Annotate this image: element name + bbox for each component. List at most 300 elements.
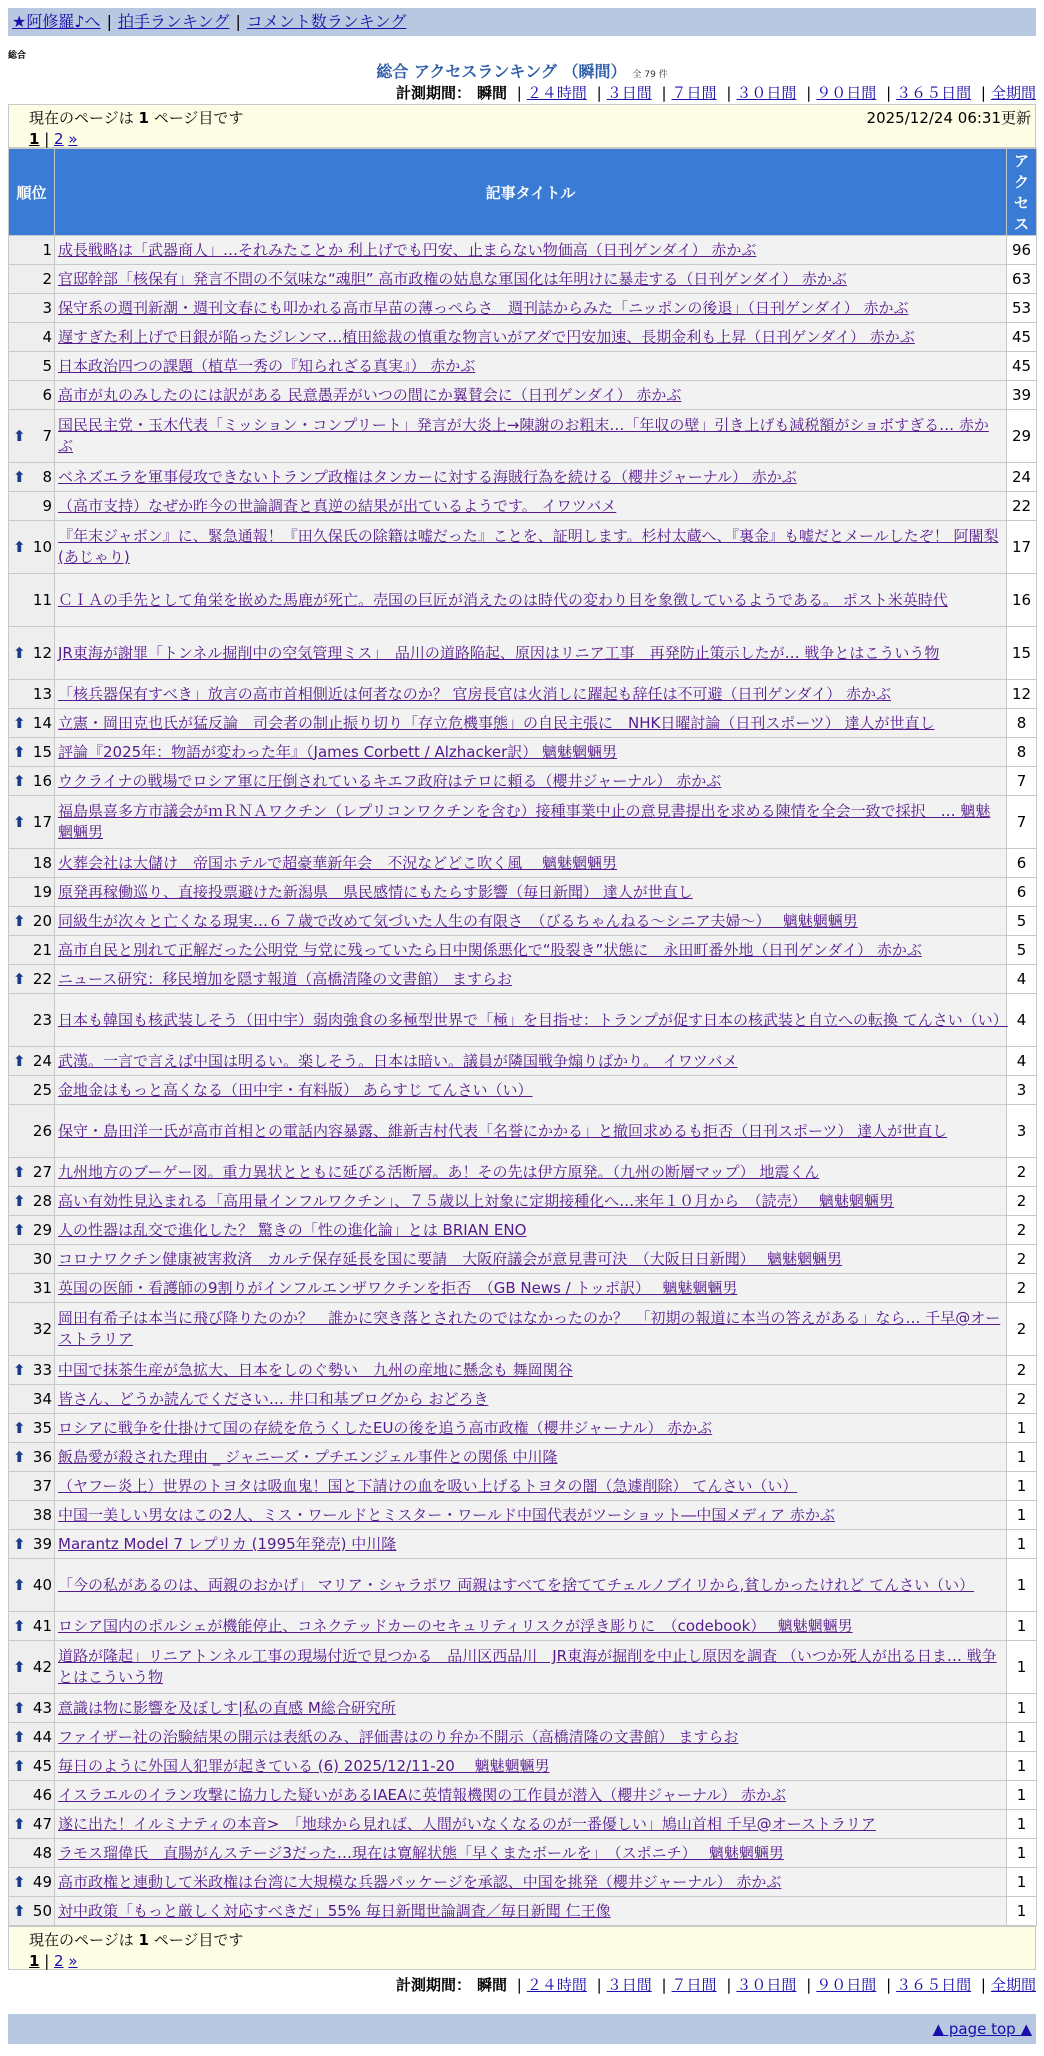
article-link[interactable]: 火葬会社は大儲け 帝国ホテルで超豪華新年会 不況などどこ吹く風 魑魅魍魎男 <box>58 853 618 872</box>
title-cell <box>55 878 1007 907</box>
rank-cell <box>9 492 55 521</box>
article-link[interactable]: 「核兵器保有すべき」放言の高市首相側近は何者なのか？ 官房長官は火消しに躍起も辞任は不可避（日刊ゲンダイ） 赤かぶ <box>58 684 892 703</box>
title-cell <box>55 1414 1007 1443</box>
title-cell <box>55 381 1007 410</box>
rank-cell <box>9 574 55 627</box>
access-count: 5 <box>1007 936 1037 965</box>
table-row <box>9 627 1037 680</box>
article-link[interactable]: 人の性器は乱交で進化した？ 驚きの「性の進化論」とは BRIAN ENO <box>58 1220 527 1239</box>
table-row <box>9 1414 1037 1443</box>
access-count: 1 <box>1007 1559 1037 1612</box>
updated-timestamp: 2025/12/24 06:31更新 <box>866 109 1031 127</box>
title-cell <box>55 236 1007 265</box>
table-row <box>9 574 1037 627</box>
rank-up-arrow-icon: ⬆ <box>13 644 26 662</box>
access-count: 1 <box>1007 1612 1037 1641</box>
access-count: 45 <box>1007 352 1037 381</box>
table-row <box>9 1839 1037 1868</box>
title-cell <box>55 738 1007 767</box>
rank-up-arrow-icon: ⬆ <box>13 427 26 445</box>
rank-cell <box>9 352 55 381</box>
article-link[interactable]: ラモス瑠偉氏 直腸がんステージ3だった…現在は寛解状態「早くまたボールを」 （スポニチ） 魑魅魍魎男 <box>58 1843 784 1862</box>
table-row <box>9 1501 1037 1530</box>
article-link[interactable]: （ヤフー炎上）世界のトヨタは吸血鬼！国と下請けの血を吸い上げるトヨタの闇（急遽削除） てんさい（い） <box>58 1476 798 1495</box>
access-count: 1 <box>1007 1694 1037 1723</box>
rank-cell <box>9 1414 55 1443</box>
rank-cell <box>9 323 55 352</box>
rank-up-arrow-icon: ⬆ <box>13 813 26 831</box>
access-count: 1 <box>1007 1472 1037 1501</box>
header-title: 記事タイトル <box>55 149 1007 236</box>
table-row <box>9 1047 1037 1076</box>
rank-cell <box>9 878 55 907</box>
access-count: 1 <box>1007 1641 1037 1694</box>
title-cell <box>55 463 1007 492</box>
access-count: 1 <box>1007 1414 1037 1443</box>
table-row <box>9 965 1037 994</box>
rank-cell <box>9 1245 55 1274</box>
rank-cell <box>9 265 55 294</box>
article-link[interactable]: 毎日のように外国人犯罪が起きている (6) 2025/12/11-20 魑魅魍魎男 <box>58 1756 550 1775</box>
rank-cell <box>9 1868 55 1897</box>
access-count: 96 <box>1007 236 1037 265</box>
access-count: 2 <box>1007 1356 1037 1385</box>
article-link[interactable]: 意識は物に影響を及ぼしす|私の直感 M総合研究所 <box>58 1698 396 1717</box>
article-link[interactable]: コロナワクチン健康被害救済 カルテ保存延長を国に要請 大阪府議会が意見書可決 （大阪日日新聞） 魑魅魍魎男 <box>58 1249 843 1268</box>
pager-next-arrow[interactable]: » <box>68 1952 78 1970</box>
period-selector-bottom: 計測期間： 瞬間 | ２４時間 | ３日間 | ７日間 | ３０日間 | ９０日間 | ３６５日間 | 全期間 <box>395 1976 1036 1994</box>
top-nav <box>8 8 1036 36</box>
access-count: 17 <box>1007 521 1037 574</box>
title-cell <box>55 1530 1007 1559</box>
access-count: 24 <box>1007 463 1037 492</box>
article-link[interactable]: 武漢。一言で言えば中国は明るい。楽しそう。日本は暗い。議員が隣国戦争煽りばかり。 イワツバメ <box>58 1051 738 1070</box>
rank-number: 9 <box>42 497 52 515</box>
title-cell <box>55 1472 1007 1501</box>
rank-up-arrow-icon: ⬆ <box>13 714 26 732</box>
period-link-90d[interactable]: ９０日間 <box>816 1976 877 1994</box>
rank-number: 10 <box>32 538 52 556</box>
rank-up-arrow-icon: ⬆ <box>13 1448 26 1466</box>
rank-number: 24 <box>32 1052 52 1070</box>
article-link[interactable]: 九州地方のブーゲー図。重力異状とともに延びる活断層。あ！その先は伊方原発。（九州の断層マップ） 地震くん <box>58 1162 820 1181</box>
rank-up-arrow-icon: ⬆ <box>13 1192 26 1210</box>
rank-number: 16 <box>32 772 52 790</box>
title-cell <box>55 1612 1007 1641</box>
article-link[interactable]: 対中政策「もっと厳しく対応すべきだ」55% 毎日新聞世論調査／毎日新聞 仁王像 <box>58 1901 611 1920</box>
rank-cell <box>9 1694 55 1723</box>
access-count: 1 <box>1007 1530 1037 1559</box>
rank-cell <box>9 1105 55 1158</box>
article-link[interactable]: Marantz Model 7 レプリカ (1995年発売) 中川隆 <box>58 1534 397 1553</box>
table-row <box>9 236 1037 265</box>
article-link[interactable]: 日本政治四つの課題（植草一秀の『知られざる真実』） 赤かぶ <box>58 356 476 375</box>
access-count: 4 <box>1007 994 1037 1047</box>
table-row <box>9 1356 1037 1385</box>
rank-up-arrow-icon: ⬆ <box>13 1535 26 1553</box>
table-row <box>9 463 1037 492</box>
table-row <box>9 410 1037 463</box>
article-link[interactable]: ウクライナの戦場でロシア軍に圧倒されているキエフ政府はテロに頼る（櫻井ジャーナル） 赤かぶ <box>58 771 722 790</box>
rank-cell <box>9 936 55 965</box>
title-cell <box>55 352 1007 381</box>
rank-up-arrow-icon: ⬆ <box>13 1163 26 1181</box>
access-count: 1 <box>1007 1443 1037 1472</box>
article-link[interactable]: （高市支持）なぜか昨今の世論調査と真逆の結果が出ているようです。 イワツバメ <box>58 496 617 515</box>
article-link[interactable]: 高市自民と別れて正解だった公明党 与党に残っていたら日中関係悪化で“股裂き”状態に 永田町番外地（日刊ゲンダイ） 赤かぶ <box>58 940 922 959</box>
period-selector: 計測期間： 瞬間 | ２４時間 | ３日間 | ７日間 | ３０日間 | ９０日間 | ３６５日間 | 全期間 <box>395 84 1036 102</box>
total-count: 全 79 件 <box>632 70 668 80</box>
pager: 1 | 2 » <box>29 130 78 148</box>
access-count: 2 <box>1007 1245 1037 1274</box>
rank-number: 46 <box>32 1786 52 1804</box>
access-count: 6 <box>1007 878 1037 907</box>
rank-up-arrow-icon: ⬆ <box>13 772 26 790</box>
article-link[interactable]: ファイザー社の治験結果の開示は表紙のみ、評価書はのり弁か不開示（高橋清隆の文書館） ますらお <box>58 1727 739 1746</box>
rank-cell <box>9 627 55 680</box>
article-link[interactable]: 福島県喜多方市議会がｍＲＮＡワクチン（レプリコンワクチンを含む）接種事業中止の意見書提出を求める陳情を全会一致で採択 … 魑魅魍魎男 <box>58 802 991 841</box>
access-count: 29 <box>1007 410 1037 463</box>
title-cell <box>55 1158 1007 1187</box>
period-link-7d[interactable]: ７日間 <box>671 84 717 102</box>
rank-up-arrow-icon: ⬆ <box>13 1658 26 1676</box>
rank-cell <box>9 1385 55 1414</box>
rank-number: 35 <box>32 1419 52 1437</box>
rank-number: 48 <box>32 1844 52 1862</box>
period-link-30d[interactable]: ３０日間 <box>736 84 797 102</box>
article-link[interactable]: ロシア国内のポルシェが機能停止、コネクテッドカーのセキュリティリスクが浮き彫りに （codebook） 魑魅魍魎男 <box>58 1616 853 1635</box>
rank-cell <box>9 1076 55 1105</box>
rank-number: 19 <box>32 883 52 901</box>
table-row <box>9 1897 1037 1926</box>
access-count: 45 <box>1007 323 1037 352</box>
access-count: 7 <box>1007 796 1037 849</box>
rank-number: 32 <box>32 1320 52 1338</box>
access-count: 2 <box>1007 1158 1037 1187</box>
period-link-7d[interactable]: ７日間 <box>671 1976 717 1994</box>
title-cell <box>55 1105 1007 1158</box>
access-count: 22 <box>1007 492 1037 521</box>
article-link[interactable]: イスラエルのイラン攻撃に協力した疑いがあるIAEAに英情報機関の工作員が潜入（櫻井ジャーナル） 赤かぶ <box>58 1785 786 1804</box>
article-link[interactable]: 立憲・岡田克也氏が猛反論 司会者の制止振り切り「存立危機事態」の自民主張に NHK日曜討論（日刊スポーツ） 達人が世直し <box>58 713 935 732</box>
table-row <box>9 521 1037 574</box>
rank-up-arrow-icon: ⬆ <box>13 1617 26 1635</box>
table-row <box>9 738 1037 767</box>
table-row <box>9 1530 1037 1559</box>
article-link[interactable]: 国民民主党・玉木代表「ミッション・コンプリート」発言が大炎上→陳謝のお粗末…「年収の壁」引き上げも減税額がショボすぎる… 赤かぶ <box>58 416 989 455</box>
article-link[interactable]: 英国の医師・看護師の9割りがインフルエンザワクチンを拒否 （GB News / トッポ訳） 魑魅魍魎男 <box>58 1278 738 1297</box>
rank-number: 30 <box>32 1250 52 1268</box>
rank-cell <box>9 1897 55 1926</box>
access-count: 1 <box>1007 1723 1037 1752</box>
rank-up-arrow-icon: ⬆ <box>13 538 26 556</box>
article-link[interactable]: 同級生が次々と亡くなる現実…６７歳で改めて気づいた人生の有限さ （びるちゃんねる〜シニア夫婦〜） 魑魅魍魎男 <box>58 911 858 930</box>
title-cell <box>55 796 1007 849</box>
article-link[interactable]: 日本も韓国も核武装しそう（田中宇）弱肉強食の多極型世界で「極」を目指せ：トランプが促す日本の核武装と自立への転換 てんさい（い） <box>58 1010 1008 1029</box>
period-link-all[interactable]: 全期間 <box>990 84 1036 102</box>
rank-cell <box>9 738 55 767</box>
article-link[interactable]: JR東海が謝罪「トンネル掘削中の空気管理ミス」 品川の道路陥起、原因はリニア工事 再発防止策示したが… 戦争とはこういう物 <box>58 643 940 662</box>
access-count: 2 <box>1007 1216 1037 1245</box>
comment-ranking-link[interactable]: コメント数ランキング <box>246 12 407 31</box>
rank-cell <box>9 294 55 323</box>
article-link[interactable]: 高い有効性見込まれる「高用量インフルワクチン」、７５歳以上対象に定期接種化へ…来年１０月から （読売） 魑魅魍魎男 <box>58 1191 894 1210</box>
ranking-table <box>8 148 1037 1926</box>
period-link-3d[interactable]: ３日間 <box>606 84 652 102</box>
rank-number: 50 <box>32 1902 52 1920</box>
article-link[interactable]: 皆さん、どうか読んでください… 井口和基ブログから おどろき <box>58 1389 489 1408</box>
article-link[interactable]: ロシアに戦争を仕掛けて国の存続を危うくしたEUの後を追う高市政権（櫻井ジャーナル） 赤かぶ <box>58 1418 713 1437</box>
page-title <box>8 62 1036 82</box>
rank-up-arrow-icon: ⬆ <box>13 1757 26 1775</box>
period-link-3d[interactable]: ３日間 <box>606 1976 652 1994</box>
access-count: 4 <box>1007 1047 1037 1076</box>
rank-number: 11 <box>32 591 52 609</box>
table-row <box>9 1303 1037 1356</box>
article-link[interactable]: 保守・島田洋一氏が高市首相との電話内容暴露、維新吉村代表「名誉にかかる」と撤回求めるも拒否（日刊スポーツ） 達人が世直し <box>58 1121 948 1140</box>
applause-ranking-link[interactable]: 拍手ランキング <box>117 12 230 31</box>
rank-number: 45 <box>32 1757 52 1775</box>
article-link[interactable]: 原発再稼働巡り、直接投票避けた新潟県 県民感情にもたらす影響（毎日新聞） 達人が世直し <box>58 882 693 901</box>
rank-number: 40 <box>32 1576 52 1594</box>
rank-up-arrow-icon: ⬆ <box>13 970 26 988</box>
article-link[interactable]: ＣＩＡの手先として角栄を嵌めた馬鹿が死亡。売国の巨匠が消えたのは時代の変わり目を象徴しているようである。 ポスト米英時代 <box>58 590 948 609</box>
access-count: 1 <box>1007 1501 1037 1530</box>
article-link[interactable]: 保守系の週刊新潮・週刊文春にも叩かれる高市早苗の薄っぺらさ 週刊誌からみた「ニッポンの後退」（日刊ゲンダイ） 赤かぶ <box>58 298 909 317</box>
period-link-365d[interactable]: ３６５日間 <box>896 84 972 102</box>
rank-cell <box>9 907 55 936</box>
rank-up-arrow-icon: ⬆ <box>13 1873 26 1891</box>
access-count: 2 <box>1007 1385 1037 1414</box>
article-link[interactable]: 『年末ジャボン』に、緊急通報！『田久保氏の除籍は嘘だった』ことを、証明します。杉村太蔵へ、『裏金』も嘘だとメールしたぞ！ 阿闍梨(あじゃり) <box>58 527 999 566</box>
title-cell <box>55 1501 1007 1530</box>
period-link-24h[interactable]: ２４時間 <box>526 1976 587 1994</box>
rank-cell <box>9 796 55 849</box>
table-row <box>9 796 1037 849</box>
pager-next-arrow[interactable]: » <box>68 130 78 148</box>
rank-cell <box>9 1187 55 1216</box>
rank-up-arrow-icon: ⬆ <box>13 1052 26 1070</box>
rank-up-arrow-icon: ⬆ <box>13 1728 26 1746</box>
title-cell <box>55 965 1007 994</box>
period-link-24h[interactable]: ２４時間 <box>526 84 587 102</box>
table-row <box>9 1245 1037 1274</box>
article-link[interactable]: 成長戦略は「武器商人」…それみたことか 利上げでも円安、止まらない物価高（日刊ゲンダイ） 赤かぶ <box>58 240 757 259</box>
footer-bar <box>8 2014 1036 2044</box>
access-count: 2 <box>1007 1274 1037 1303</box>
rank-up-arrow-icon: ⬆ <box>13 1221 26 1239</box>
rank-up-arrow-icon: ⬆ <box>13 912 26 930</box>
rank-number: 22 <box>32 970 52 988</box>
access-count: 15 <box>1007 627 1037 680</box>
title-cell <box>55 1216 1007 1245</box>
rank-cell <box>9 767 55 796</box>
page-top-link[interactable]: ▲ page top ▲ <box>932 2020 1032 2038</box>
article-link[interactable]: 道路が隆起」リニアトンネル工事の現場付近で見つかる 品川区西品川 JR東海が掘削を中止し原因を調査 （いつか死人が出る日ま… 戦争とはこういう物 <box>58 1647 997 1686</box>
rank-number: 42 <box>32 1658 52 1676</box>
rank-number: 44 <box>32 1728 52 1746</box>
article-link[interactable]: 高市が丸のみしたのには訳がある 民意愚弄がいつの間にか翼賛会に（日刊ゲンダイ） 赤かぶ <box>58 385 682 404</box>
title-cell <box>55 1752 1007 1781</box>
access-count: 1 <box>1007 1868 1037 1897</box>
page-info-top <box>8 104 1036 148</box>
rank-cell <box>9 849 55 878</box>
period-link-30d[interactable]: ３０日間 <box>736 1976 797 1994</box>
title-cell <box>55 1868 1007 1897</box>
period-current: 瞬間 <box>476 84 507 102</box>
access-count: 53 <box>1007 294 1037 323</box>
pager-current: 1 <box>29 1952 40 1970</box>
pager: 1 | 2 » <box>29 1952 78 1970</box>
rank-number: 28 <box>32 1192 52 1210</box>
pager-page-2[interactable]: 2 <box>54 130 64 148</box>
table-row <box>9 1385 1037 1414</box>
article-link[interactable]: 遅すぎた利上げで日銀が陥ったジレンマ…植田総裁の慎重な物言いがアダで円安加速、長期金利も上昇（日刊ゲンダイ） 赤かぶ <box>58 327 915 346</box>
table-row <box>9 323 1037 352</box>
table-row <box>9 1868 1037 1897</box>
rank-number: 36 <box>32 1448 52 1466</box>
title-cell <box>55 1641 1007 1694</box>
access-count: 7 <box>1007 767 1037 796</box>
table-row <box>9 1559 1037 1612</box>
rank-cell <box>9 236 55 265</box>
table-row <box>9 294 1037 323</box>
rank-number: 14 <box>32 714 52 732</box>
title-cell <box>55 1076 1007 1105</box>
rank-number: 39 <box>32 1535 52 1553</box>
rank-cell <box>9 1810 55 1839</box>
title-cell <box>55 521 1007 574</box>
rank-up-arrow-icon: ⬆ <box>13 1361 26 1379</box>
rank-cell <box>9 1501 55 1530</box>
rank-number: 5 <box>42 357 52 375</box>
rank-cell <box>9 1641 55 1694</box>
article-link[interactable]: 中国で抹茶生産が急拡大、日本をしのぐ勢い 九州の産地に懸念も 舞岡関谷 <box>58 1360 573 1379</box>
period-link-365d[interactable]: ３６５日間 <box>896 1976 972 1994</box>
rank-up-arrow-icon: ⬆ <box>13 468 26 486</box>
pager-page-2[interactable]: 2 <box>54 1952 64 1970</box>
rank-number: 2 <box>42 270 52 288</box>
table-row <box>9 709 1037 738</box>
access-count: 3 <box>1007 1105 1037 1158</box>
rank-up-arrow-icon: ⬆ <box>13 1576 26 1594</box>
table-row <box>9 1274 1037 1303</box>
table-row <box>9 1158 1037 1187</box>
article-link[interactable]: 岡田有希子は本当に飛び降りたのか？ 誰かに突き落とされたのではなかったのか？ 「初期の報道に本当の答えがある」なら… 千早@オーストラリア <box>58 1309 1001 1348</box>
table-row <box>9 352 1037 381</box>
rank-number: 13 <box>32 685 52 703</box>
period-link-all[interactable]: 全期間 <box>990 1976 1036 1994</box>
rank-number: 49 <box>32 1873 52 1891</box>
rank-cell <box>9 1356 55 1385</box>
article-link[interactable]: 飯島愛が殺された理由 _ ジャニーズ・プチエンジェル事件との関係 中川隆 <box>58 1447 558 1466</box>
title-cell <box>55 1559 1007 1612</box>
home-link[interactable]: ★阿修羅♪へ <box>12 12 101 31</box>
table-row <box>9 1216 1037 1245</box>
rank-cell <box>9 965 55 994</box>
header-access: アクセス <box>1007 149 1037 236</box>
table-row <box>9 1612 1037 1641</box>
article-link[interactable]: 「今の私があるのは、両親のおかげ」 マリア・シャラポワ 両親はすべてを捨ててチェルノブイリから,貧しかったけれど てんさい（い） <box>58 1575 975 1594</box>
table-row <box>9 492 1037 521</box>
rank-cell <box>9 410 55 463</box>
title-cell <box>55 1839 1007 1868</box>
access-count: 4 <box>1007 965 1037 994</box>
rank-cell <box>9 1158 55 1187</box>
title-cell <box>55 1723 1007 1752</box>
rank-cell <box>9 1472 55 1501</box>
rank-number: 33 <box>32 1361 52 1379</box>
rank-number: 43 <box>32 1699 52 1717</box>
access-count: 8 <box>1007 738 1037 767</box>
table-row <box>9 907 1037 936</box>
article-link[interactable]: ベネズエラを軍事侵攻できないトランプ政権はタンカーに対する海賊行為を続ける（櫻井ジャーナル） 赤かぶ <box>58 467 797 486</box>
table-row <box>9 878 1037 907</box>
article-link[interactable]: 官邸幹部「核保有」発言不問の不気味な“魂胆” 高市政権の姑息な軍国化は年明けに暴走する（日刊ゲンダイ） 赤かぶ <box>58 269 847 288</box>
access-count: 2 <box>1007 1187 1037 1216</box>
rank-number: 17 <box>32 813 52 831</box>
page-info-bottom <box>8 1926 1036 1970</box>
access-count: 1 <box>1007 1810 1037 1839</box>
title-cell <box>55 994 1007 1047</box>
period-link-90d[interactable]: ９０日間 <box>816 84 877 102</box>
rank-cell <box>9 1274 55 1303</box>
current-page-text: 現在のページは 1 ページ目です <box>29 1931 244 1949</box>
rank-up-arrow-icon: ⬆ <box>13 743 26 761</box>
article-link[interactable]: 遂に出た！イルミナティの本音> 「地球から見れば、人間がいなくなるのが一番優しい」鳩山首相 千早@オーストラリア <box>58 1814 876 1833</box>
rank-cell <box>9 1530 55 1559</box>
rank-number: 26 <box>32 1122 52 1140</box>
title-cell <box>55 680 1007 709</box>
table-row <box>9 1694 1037 1723</box>
article-link[interactable]: 高市政権と連動して米政権は台湾に大規模な兵器パッケージを承認、中国を挑発（櫻井ジャーナル） 赤かぶ <box>58 1872 782 1891</box>
article-link[interactable]: 金地金はもっと高くなる（田中宇・有料版） あらすじ てんさい（い） <box>58 1080 533 1099</box>
rank-up-arrow-icon: ⬆ <box>13 1815 26 1833</box>
article-link[interactable]: 中国一美しい男女はこの2人、ミス・ワールドとミスター・ワールド中国代表がツーショット―中国メディア 赤かぶ <box>58 1505 835 1524</box>
period-label: 計測期間： <box>395 84 471 102</box>
rank-cell <box>9 1839 55 1868</box>
access-count: 8 <box>1007 709 1037 738</box>
current-page-text: 現在のページは 1 ページ目です <box>29 109 244 127</box>
article-link[interactable]: ニュース研究：移民増加を隠す報道（高橋清隆の文書館） ますらお <box>58 969 513 988</box>
rank-cell <box>9 1752 55 1781</box>
title-cell <box>55 1897 1007 1926</box>
table-row <box>9 1076 1037 1105</box>
table-row <box>9 1641 1037 1694</box>
article-link[interactable]: 評論『2025年：物語が変わった年』（James Corbett / Alzhacker訳） 魑魅魍魎男 <box>58 742 618 761</box>
access-count: 2 <box>1007 1303 1037 1356</box>
access-count: 39 <box>1007 381 1037 410</box>
access-count: 6 <box>1007 849 1037 878</box>
title-cell <box>55 1356 1007 1385</box>
title-cell <box>55 1303 1007 1356</box>
title-cell <box>55 709 1007 738</box>
rank-cell <box>9 1781 55 1810</box>
title-cell <box>55 767 1007 796</box>
header-rank: 順位 <box>9 149 55 236</box>
title-cell <box>55 1781 1007 1810</box>
title-cell <box>55 627 1007 680</box>
table-row <box>9 265 1037 294</box>
rank-number: 3 <box>42 299 52 317</box>
rank-number: 41 <box>32 1617 52 1635</box>
rank-number: 18 <box>32 854 52 872</box>
title-cell <box>55 294 1007 323</box>
rank-cell <box>9 521 55 574</box>
title-cell <box>55 1385 1007 1414</box>
ranking-title: 総合 アクセスランキング （瞬間） <box>376 62 627 81</box>
title-cell <box>55 1274 1007 1303</box>
